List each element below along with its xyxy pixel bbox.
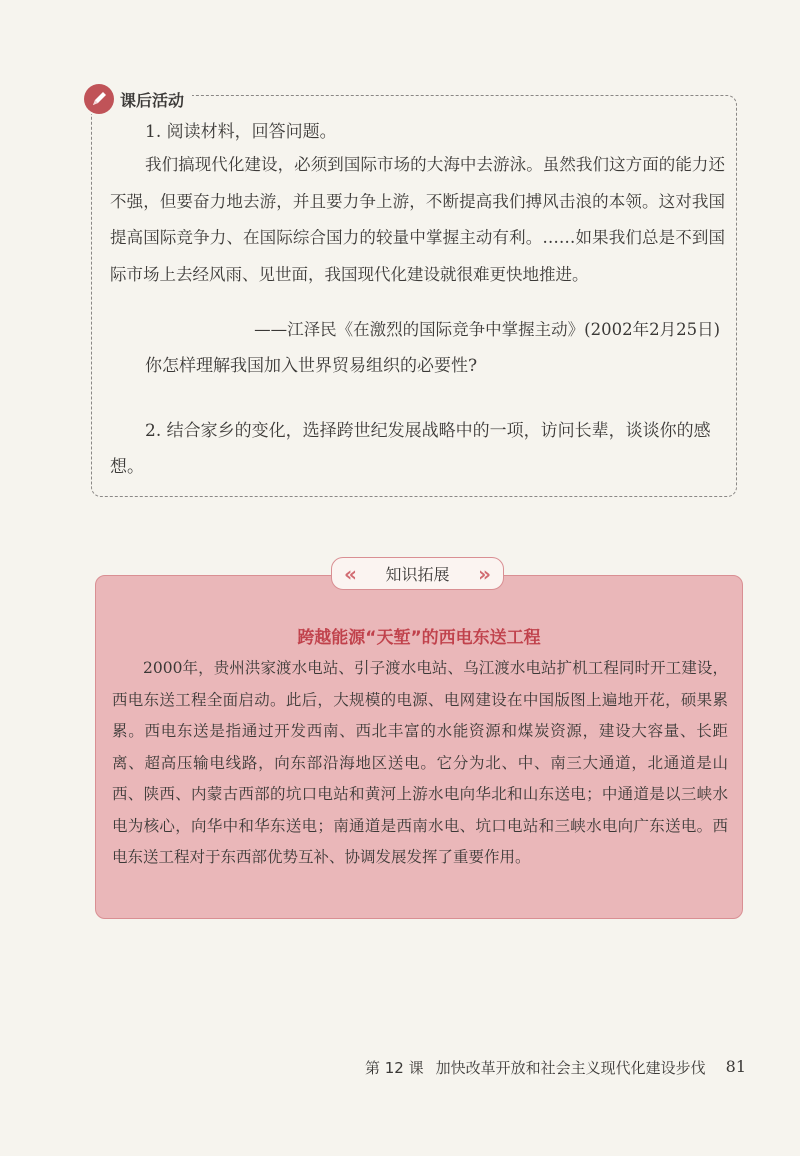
quote-source: ——江泽民《在激烈的国际竞争中掌握主动》(2002年2月25日) (254, 320, 720, 339)
knowledge-tab (331, 557, 504, 590)
chevron-left-icon: « (344, 561, 357, 586)
knowledge-tab-label: 知识拓展 (385, 565, 450, 584)
question-1-prompt: 你怎样理解我国加入世界贸易组织的必要性? (145, 356, 478, 376)
activity-header (84, 84, 192, 114)
page-number: 81 (725, 1057, 746, 1076)
question-1-label: 1. 阅读材料，回答问题。 (145, 122, 337, 142)
question-2: 2. 结合家乡的变化，选择跨世纪发展战略中的一项，访问长辈，谈谈你的感想。 (110, 421, 711, 477)
chevron-right-icon: » (478, 561, 491, 586)
lesson-title: 加快改革开放和社会主义现代化建设步伐 (435, 1059, 706, 1077)
knowledge-title: 跨越能源“天堑”的西电东送工程 (297, 628, 541, 648)
pen-icon (84, 84, 114, 114)
reading-material-quote: 我们搞现代化建设，必须到国际市场的大海中去游泳。虽然我们这方面的能力还不强，但要奋力地去游，并且要力争上游，不断提高我们搏风击浪的本领。这对我国提高国际竞争力、在国际综合国力的较量中掌握主动有利。……如果我们总是不到国际市场上去经风雨、见世面，我国现代化建设就很难更快地推进。 (110, 155, 725, 284)
activity-title: 课后活动 (120, 90, 185, 110)
page-footer (365, 1057, 746, 1078)
lesson-number: 第 12 课 (365, 1059, 424, 1077)
knowledge-body: 2000年，贵州洪家渡水电站、引子渡水电站、乌江渡水电站扩机工程同时开工建设，西电东送工程全面启动。此后，大规模的电源、电网建设在中国版图上遍地开花，硕果累累。西电东送是指通过开发西南、西北丰富的水能资源和煤炭资源，建设大容量、长距离、超高压输电线路，向东部沿海地区送电。它分为北、中、南三大通道，北通道是山西、陕西、内蒙古西部的坑口电站和黄河上游水电向华北和山东送电；中通道是以三峡水电为核心，向华中和华东送电；南通道是西南水电、坑口电站和三峡水电向广东送电。西电东送工程对于东西部优势互补、协调发展发挥了重要作用。 (112, 659, 728, 866)
